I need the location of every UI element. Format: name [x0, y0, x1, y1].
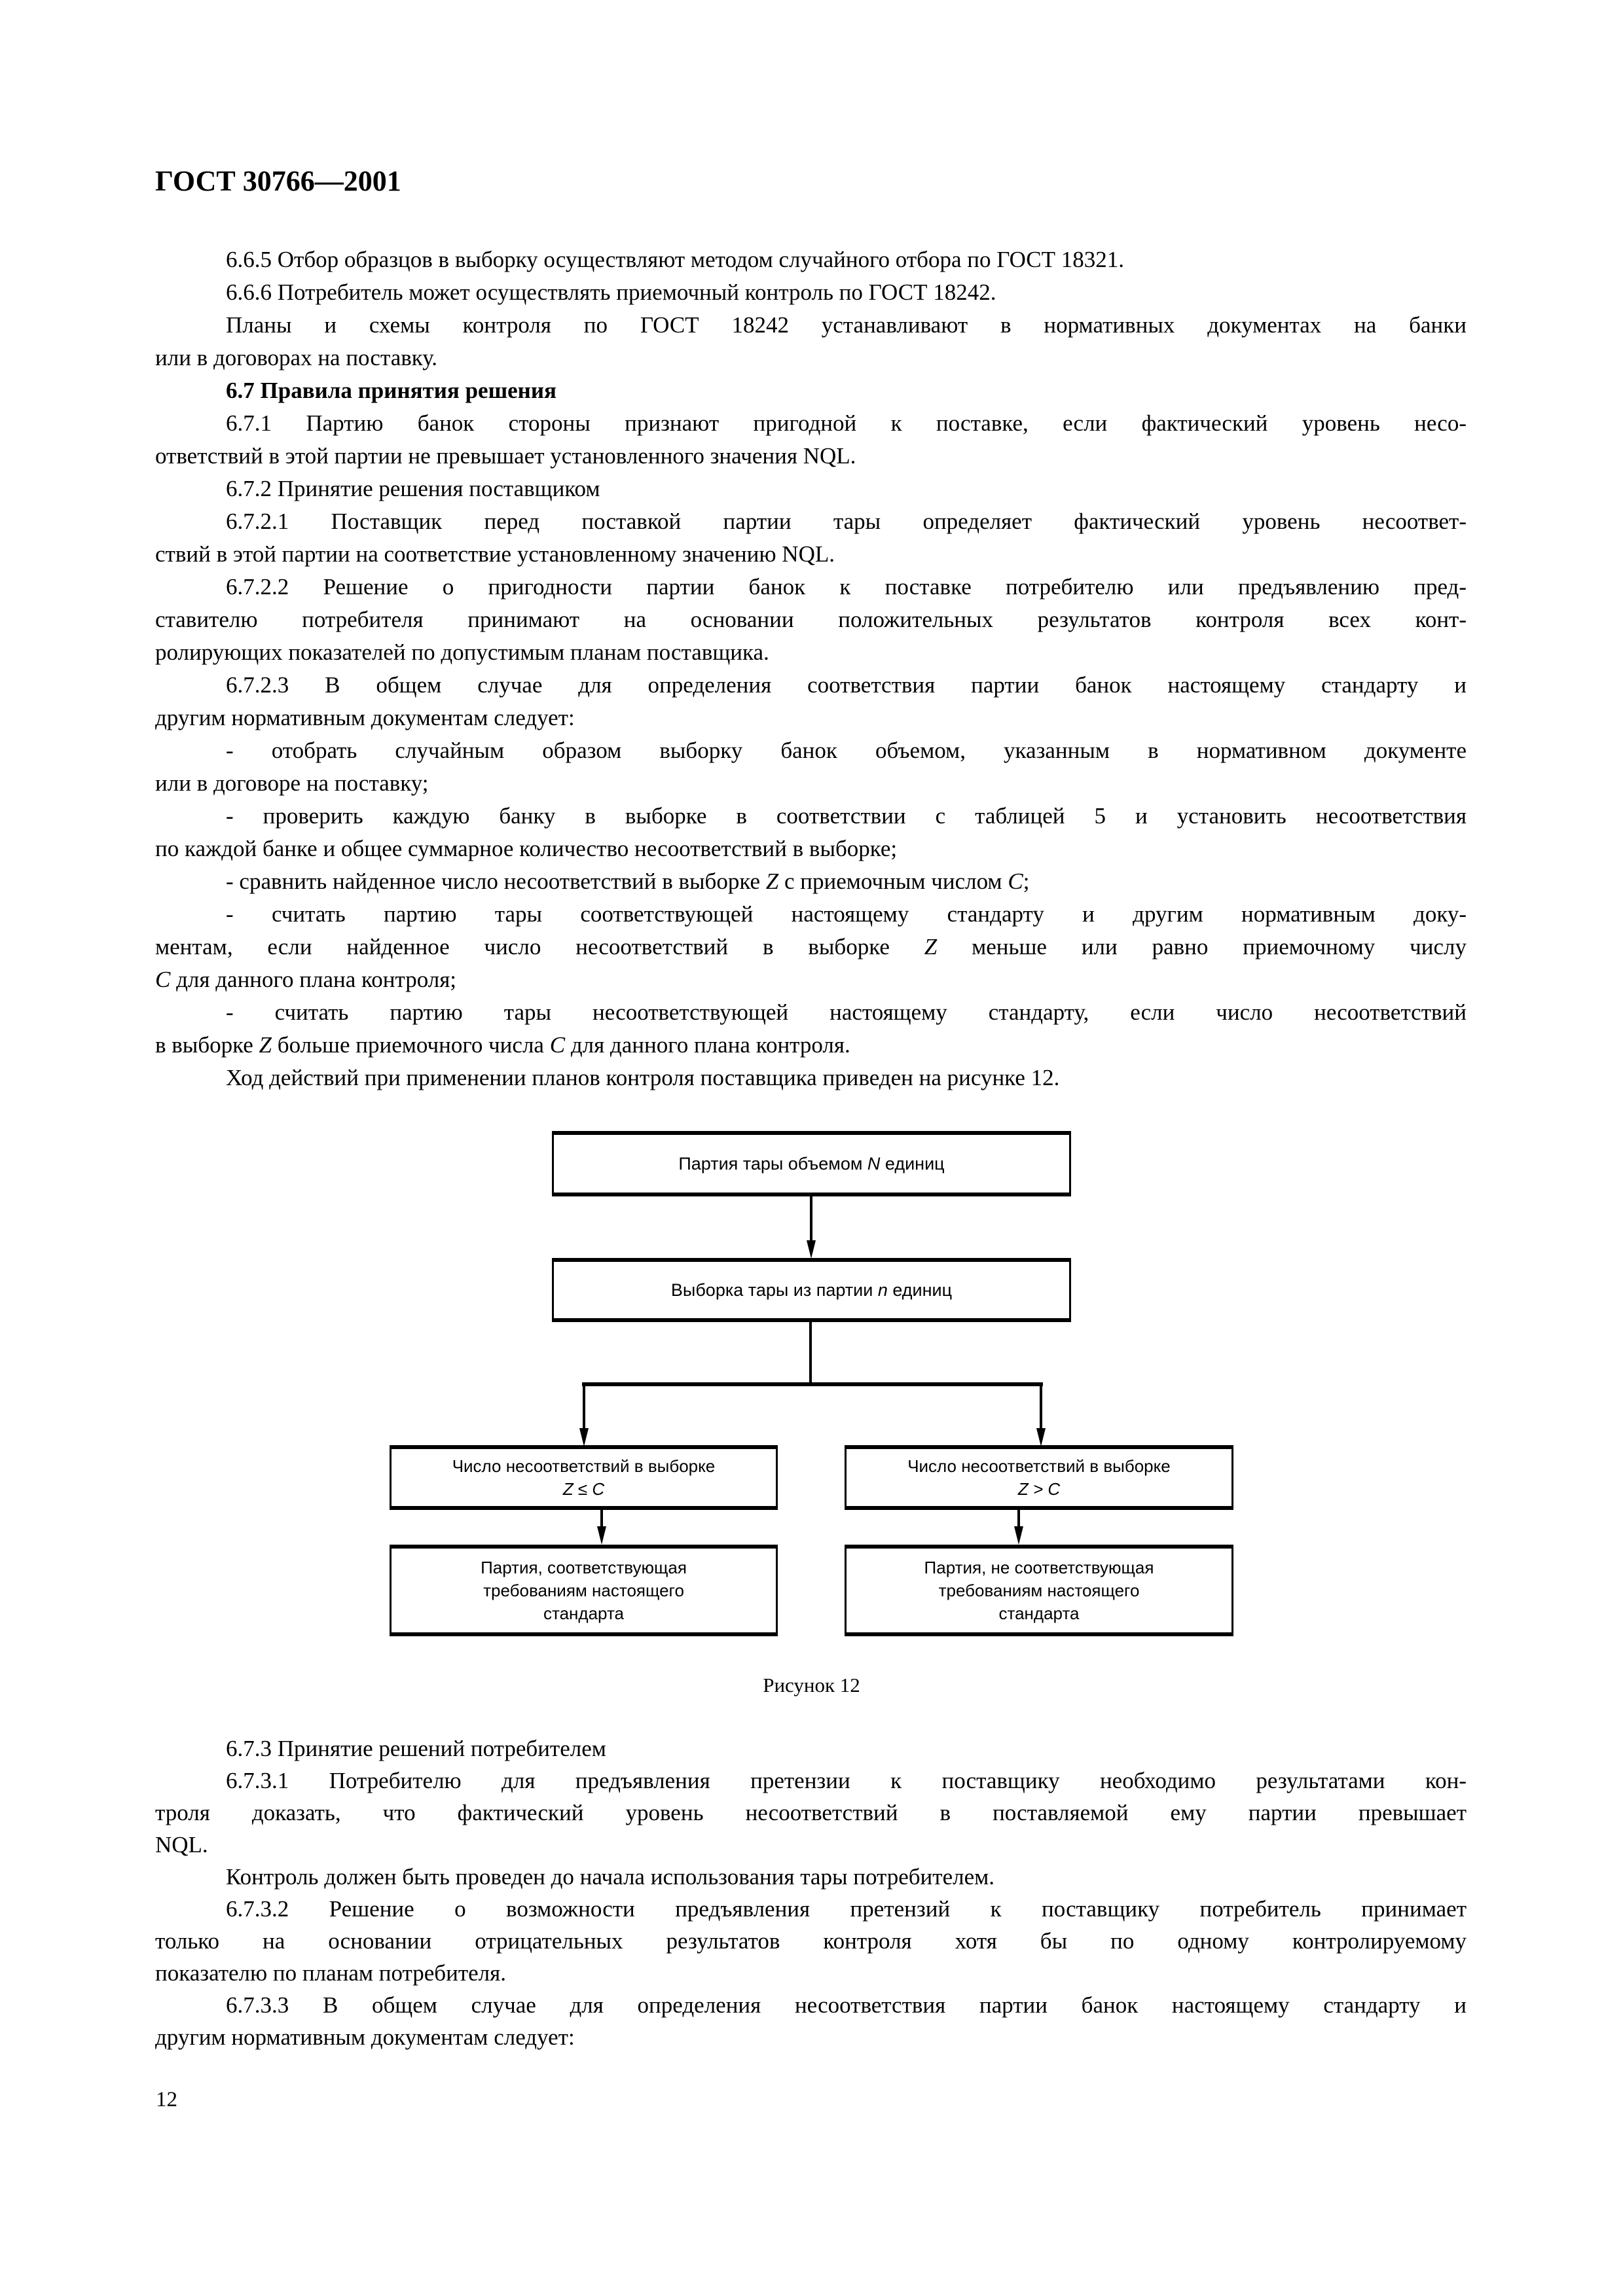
text-line — [155, 1765, 1467, 1797]
text-segment: 6.7.3 Принятие решений потребителем — [226, 1736, 606, 1761]
text-line — [155, 963, 1467, 996]
flow-box-sample-text-after: единиц — [887, 1280, 953, 1300]
flow-box-result-conforming — [390, 1545, 778, 1636]
text-line — [155, 603, 1467, 636]
text-line — [155, 2021, 1467, 2053]
connector-line — [1040, 1384, 1042, 1431]
arrow-down-icon — [807, 1240, 816, 1259]
text-segment: ставителю потребителя принимают на основании положительных результатов контроля всех конт- — [155, 607, 1467, 632]
text-segment: 6.6.5 Отбор образцов в выборку осуществляют методом случайного отбора по ГОСТ 18321. — [226, 247, 1125, 272]
condition-formula: Z ≤ C — [562, 1479, 605, 1499]
connector-line — [600, 1510, 603, 1528]
text-segment: - проверить каждую банку в выборке в соответствии с таблицей 5 и установить несоответствия — [226, 803, 1467, 829]
variable-symbol: Z — [259, 1032, 272, 1058]
arrow-down-icon — [597, 1526, 606, 1545]
text-line — [155, 1797, 1467, 1829]
body-text-top — [155, 243, 1467, 1094]
connector-line — [583, 1384, 585, 1431]
text-line — [155, 407, 1467, 440]
connector-line — [1017, 1510, 1020, 1528]
variable-symbol: Z — [765, 869, 779, 894]
variable-symbol: C — [549, 1032, 566, 1058]
arrow-down-icon — [579, 1428, 589, 1446]
arrow-down-icon — [1036, 1428, 1046, 1446]
result-line: требованиям настоящего — [938, 1580, 1140, 1600]
text-line — [155, 276, 1467, 309]
text-segment: 6.7.2 Принятие решения поставщиком — [226, 476, 600, 501]
text-line — [155, 996, 1467, 1029]
flow-box-lot-text-after: единиц — [880, 1153, 945, 1174]
text-line — [155, 1861, 1467, 1893]
result-line: стандарта — [543, 1603, 625, 1623]
flow-box-sample-text-before: Выборка тары из партии — [670, 1280, 878, 1300]
text-segment: 6.7.3.2 Решение о возможности предъявления претензий к поставщику потребитель принимает — [226, 1896, 1467, 1922]
text-line — [155, 800, 1467, 833]
result-line: Партия, не соответствующая — [924, 1557, 1154, 1577]
text-segment: другим нормативным документам следует: — [155, 705, 575, 730]
flow-box-lot — [552, 1131, 1071, 1196]
page-number: 12 — [156, 2088, 177, 2111]
arrow-down-icon — [1014, 1526, 1023, 1545]
text-segment: другим нормативным документам следует: — [155, 2024, 575, 2050]
text-line — [155, 1062, 1467, 1094]
text-line — [155, 636, 1467, 669]
text-segment: NQL. — [155, 1832, 208, 1857]
text-segment: ствий в этой партии на соответствие установленному значению NQL. — [155, 541, 835, 567]
branch-line — [582, 1382, 1043, 1386]
text-segment: ментам, если найденное число несоответствий в выборке — [155, 934, 924, 960]
text-segment: ролирующих показателей по допустимым планам поставщика. — [155, 639, 769, 665]
text-segment: 6.7.3.1 Потребителю для предъявления претензии к поставщику необходимо результатами кон- — [226, 1768, 1467, 1793]
text-line — [155, 309, 1467, 342]
result-line: стандарта — [998, 1603, 1080, 1623]
text-line — [155, 1732, 1467, 1765]
text-segment: с приемочным числом — [778, 869, 1008, 894]
section-heading — [155, 374, 1467, 407]
text-segment: 6.7.2.2 Решение о пригодности партии банок к поставке потребителю или предъявлению пред- — [226, 574, 1467, 600]
text-line — [155, 1029, 1467, 1062]
text-segment: - сравнить найденное число несоответствий в выборке — [226, 869, 766, 894]
document-header: ГОСТ 30766—2001 — [155, 165, 401, 197]
text-segment: - отобрать случайным образом выборку банок объемом, указанным в нормативном документе — [226, 738, 1467, 763]
text-segment: для данного плана контроля. — [565, 1032, 850, 1058]
flow-box-result-nonconforming — [845, 1545, 1233, 1636]
condition-label: Число несоответствий в выборке — [907, 1456, 1171, 1476]
text-line — [155, 571, 1467, 603]
text-line — [155, 1989, 1467, 2021]
text-segment: - считать партию тары соответствующей настоящему стандарту и другим нормативным доку- — [226, 901, 1467, 927]
text-line — [155, 538, 1467, 571]
text-line — [155, 767, 1467, 800]
text-segment: или в договоре на поставку; — [155, 770, 429, 796]
text-segment: Ход действий при применении планов контроля поставщика приведен на рисунке 12. — [226, 1065, 1060, 1090]
text-line — [155, 473, 1467, 505]
text-line — [155, 243, 1467, 276]
text-line — [155, 669, 1467, 702]
text-segment: Планы и схемы контроля по ГОСТ 18242 устанавливают в нормативных документах на банки — [226, 312, 1467, 338]
connector-line — [810, 1196, 812, 1244]
text-line — [155, 440, 1467, 473]
flow-box-lot-variable: N — [867, 1153, 881, 1174]
variable-symbol: Z — [924, 934, 938, 960]
text-line — [155, 1925, 1467, 1957]
variable-symbol: C — [155, 967, 171, 992]
text-line — [155, 865, 1467, 898]
text-line — [155, 898, 1467, 931]
text-line — [155, 1893, 1467, 1925]
text-segment: 6.6.6 Потребитель может осуществлять приемочный контроль по ГОСТ 18242. — [226, 279, 996, 305]
text-line — [155, 342, 1467, 374]
text-line — [155, 702, 1467, 734]
body-text-bottom — [155, 1732, 1467, 2053]
text-segment: больше приемочного числа — [272, 1032, 550, 1058]
text-segment: Контроль должен быть проведен до начала использования тары потребителем. — [226, 1864, 995, 1890]
variable-symbol: C — [1008, 869, 1023, 894]
text-segment: 6.7 Правила принятия решения — [226, 378, 556, 403]
text-segment: 6.7.3.3 В общем случае для определения несоответствия партии банок настоящему стандарту и — [226, 1992, 1467, 2018]
text-segment: 6.7.2.3 В общем случае для определения соответствия партии банок настоящему стандарту и — [226, 672, 1467, 698]
text-line — [155, 1957, 1467, 1989]
result-line: Партия, соответствующая — [481, 1557, 687, 1577]
text-segment: ; — [1023, 869, 1030, 894]
text-line — [155, 833, 1467, 865]
flow-box-sample — [552, 1258, 1071, 1322]
text-segment: показателю по планам потребителя. — [155, 1960, 506, 1986]
text-segment: 6.7.1 Партию банок стороны признают пригодной к поставке, если фактический уровень несо- — [226, 410, 1467, 436]
text-segment: - считать партию тары несоответствующей настоящему стандарту, если число несоответствий — [226, 999, 1467, 1025]
text-segment: только на основании отрицательных результатов контроля хотя бы по одному контролируемому — [155, 1928, 1467, 1954]
text-line — [155, 505, 1467, 538]
text-line — [155, 734, 1467, 767]
text-segment: меньше или равно приемочному числу — [937, 934, 1467, 960]
text-line — [155, 931, 1467, 963]
text-segment: или в договорах на поставку. — [155, 345, 438, 370]
flow-box-condition-accept — [390, 1445, 778, 1510]
text-segment: по каждой банке и общее суммарное количество несоответствий в выборке; — [155, 836, 898, 861]
text-line — [155, 1829, 1467, 1861]
text-segment: троля доказать, что фактический уровень несоответствий в поставляемой ему партии превышает — [155, 1800, 1467, 1825]
text-segment: в выборке — [155, 1032, 259, 1058]
flow-box-condition-reject — [845, 1445, 1233, 1510]
figure-caption: Рисунок 12 — [763, 1674, 860, 1696]
text-segment: 6.7.2.1 Поставщик перед поставкой партии тары определяет фактический уровень несоответ- — [226, 509, 1467, 534]
text-segment: ответствий в этой партии не превышает установленного значения NQL. — [155, 443, 856, 469]
connector-line — [809, 1322, 812, 1385]
result-line: требованиям настоящего — [483, 1580, 684, 1600]
condition-formula: Z > C — [1017, 1479, 1061, 1499]
condition-label: Число несоответствий в выборке — [452, 1456, 716, 1476]
text-segment: для данного плана контроля; — [170, 967, 457, 992]
flow-box-sample-variable: n — [877, 1280, 888, 1300]
flow-box-lot-text-before: Партия тары объемом — [678, 1153, 867, 1174]
